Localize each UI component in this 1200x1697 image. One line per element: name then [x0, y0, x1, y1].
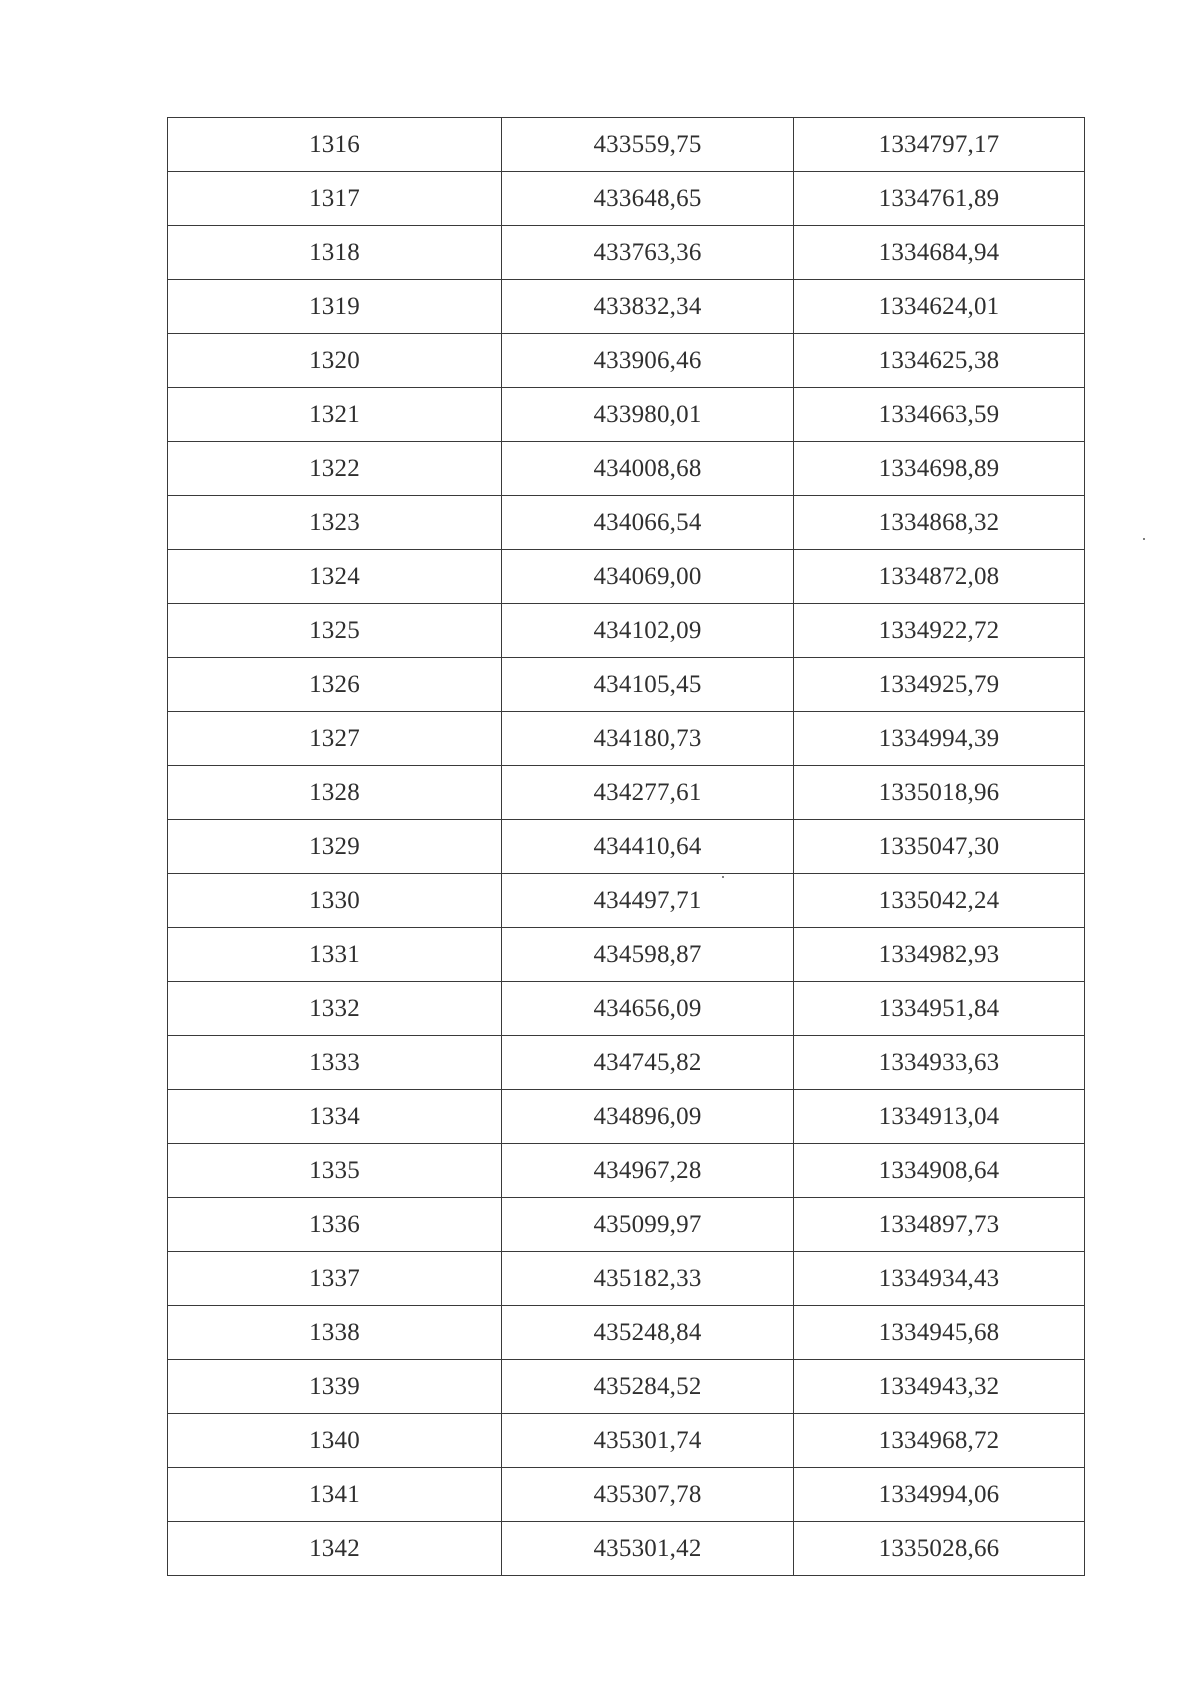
- x-coordinate-cell: 433559,75: [502, 118, 794, 172]
- table-row: [168, 1468, 1085, 1522]
- table-row: [168, 172, 1085, 226]
- table-row: [168, 280, 1085, 334]
- x-coordinate-cell: 434656,09: [502, 982, 794, 1036]
- x-coordinate-cell: 434745,82: [502, 1036, 794, 1090]
- point-number-cell: 1338: [168, 1306, 502, 1360]
- x-coordinate-cell: 434102,09: [502, 604, 794, 658]
- x-coordinate-cell: 435182,33: [502, 1252, 794, 1306]
- y-coordinate-cell: 1335028,66: [794, 1522, 1085, 1576]
- table-row: [168, 334, 1085, 388]
- x-coordinate-cell: 434066,54: [502, 496, 794, 550]
- point-number-cell: 1318: [168, 226, 502, 280]
- point-number-cell: 1330: [168, 874, 502, 928]
- scan-speck: [722, 876, 724, 878]
- x-coordinate-cell: 435301,74: [502, 1414, 794, 1468]
- table-row: [168, 604, 1085, 658]
- y-coordinate-cell: 1334934,43: [794, 1252, 1085, 1306]
- table-row: [168, 1306, 1085, 1360]
- table-row: [168, 1144, 1085, 1198]
- table-row: [168, 820, 1085, 874]
- y-coordinate-cell: 1334797,17: [794, 118, 1085, 172]
- y-coordinate-cell: 1334868,32: [794, 496, 1085, 550]
- x-coordinate-cell: 433763,36: [502, 226, 794, 280]
- point-number-cell: 1317: [168, 172, 502, 226]
- y-coordinate-cell: 1334684,94: [794, 226, 1085, 280]
- table-row: [168, 550, 1085, 604]
- point-number-cell: 1321: [168, 388, 502, 442]
- point-number-cell: 1319: [168, 280, 502, 334]
- y-coordinate-cell: 1334925,79: [794, 658, 1085, 712]
- x-coordinate-cell: 435248,84: [502, 1306, 794, 1360]
- y-coordinate-cell: 1334761,89: [794, 172, 1085, 226]
- point-number-cell: 1339: [168, 1360, 502, 1414]
- point-number-cell: 1333: [168, 1036, 502, 1090]
- x-coordinate-cell: 435307,78: [502, 1468, 794, 1522]
- y-coordinate-cell: 1334698,89: [794, 442, 1085, 496]
- point-number-cell: 1336: [168, 1198, 502, 1252]
- y-coordinate-cell: 1335047,30: [794, 820, 1085, 874]
- table-row: [168, 1036, 1085, 1090]
- table-row: [168, 712, 1085, 766]
- table-row: [168, 874, 1085, 928]
- y-coordinate-cell: 1334872,08: [794, 550, 1085, 604]
- y-coordinate-cell: 1334968,72: [794, 1414, 1085, 1468]
- point-number-cell: 1332: [168, 982, 502, 1036]
- y-coordinate-cell: 1334922,72: [794, 604, 1085, 658]
- point-number-cell: 1331: [168, 928, 502, 982]
- y-coordinate-cell: 1334625,38: [794, 334, 1085, 388]
- y-coordinate-cell: 1334908,64: [794, 1144, 1085, 1198]
- y-coordinate-cell: 1334933,63: [794, 1036, 1085, 1090]
- y-coordinate-cell: 1334663,59: [794, 388, 1085, 442]
- x-coordinate-cell: 434896,09: [502, 1090, 794, 1144]
- point-number-cell: 1327: [168, 712, 502, 766]
- x-coordinate-cell: 433832,34: [502, 280, 794, 334]
- x-coordinate-cell: 435099,97: [502, 1198, 794, 1252]
- y-coordinate-cell: 1334945,68: [794, 1306, 1085, 1360]
- point-number-cell: 1341: [168, 1468, 502, 1522]
- point-number-cell: 1320: [168, 334, 502, 388]
- table-row: [168, 928, 1085, 982]
- y-coordinate-cell: 1334913,04: [794, 1090, 1085, 1144]
- x-coordinate-cell: 434069,00: [502, 550, 794, 604]
- y-coordinate-cell: 1334982,93: [794, 928, 1085, 982]
- x-coordinate-cell: 434008,68: [502, 442, 794, 496]
- coordinates-table: [167, 117, 1085, 1576]
- x-coordinate-cell: 434497,71: [502, 874, 794, 928]
- coordinates-table-body: [168, 118, 1085, 1576]
- x-coordinate-cell: 433906,46: [502, 334, 794, 388]
- x-coordinate-cell: 434180,73: [502, 712, 794, 766]
- table-row: [168, 1414, 1085, 1468]
- point-number-cell: 1329: [168, 820, 502, 874]
- point-number-cell: 1323: [168, 496, 502, 550]
- table-row: [168, 118, 1085, 172]
- point-number-cell: 1316: [168, 118, 502, 172]
- table-row: [168, 496, 1085, 550]
- table-row: [168, 1360, 1085, 1414]
- y-coordinate-cell: 1334994,06: [794, 1468, 1085, 1522]
- table-row: [168, 1090, 1085, 1144]
- table-row: [168, 1198, 1085, 1252]
- point-number-cell: 1324: [168, 550, 502, 604]
- x-coordinate-cell: 433980,01: [502, 388, 794, 442]
- point-number-cell: 1328: [168, 766, 502, 820]
- table-row: [168, 442, 1085, 496]
- point-number-cell: 1325: [168, 604, 502, 658]
- y-coordinate-cell: 1334994,39: [794, 712, 1085, 766]
- y-coordinate-cell: 1334943,32: [794, 1360, 1085, 1414]
- y-coordinate-cell: 1334897,73: [794, 1198, 1085, 1252]
- x-coordinate-cell: 434410,64: [502, 820, 794, 874]
- x-coordinate-cell: 434598,87: [502, 928, 794, 982]
- y-coordinate-cell: 1335018,96: [794, 766, 1085, 820]
- point-number-cell: 1326: [168, 658, 502, 712]
- point-number-cell: 1337: [168, 1252, 502, 1306]
- table-row: [168, 658, 1085, 712]
- x-coordinate-cell: 435301,42: [502, 1522, 794, 1576]
- x-coordinate-cell: 434277,61: [502, 766, 794, 820]
- y-coordinate-cell: 1335042,24: [794, 874, 1085, 928]
- x-coordinate-cell: 433648,65: [502, 172, 794, 226]
- table-row: [168, 766, 1085, 820]
- x-coordinate-cell: 434967,28: [502, 1144, 794, 1198]
- x-coordinate-cell: 435284,52: [502, 1360, 794, 1414]
- scan-speck: [1143, 538, 1145, 540]
- table-row: [168, 388, 1085, 442]
- y-coordinate-cell: 1334951,84: [794, 982, 1085, 1036]
- y-coordinate-cell: 1334624,01: [794, 280, 1085, 334]
- point-number-cell: 1322: [168, 442, 502, 496]
- x-coordinate-cell: 434105,45: [502, 658, 794, 712]
- table-row: [168, 1522, 1085, 1576]
- point-number-cell: 1342: [168, 1522, 502, 1576]
- table-row: [168, 982, 1085, 1036]
- point-number-cell: 1335: [168, 1144, 502, 1198]
- table-row: [168, 1252, 1085, 1306]
- table-row: [168, 226, 1085, 280]
- point-number-cell: 1334: [168, 1090, 502, 1144]
- point-number-cell: 1340: [168, 1414, 502, 1468]
